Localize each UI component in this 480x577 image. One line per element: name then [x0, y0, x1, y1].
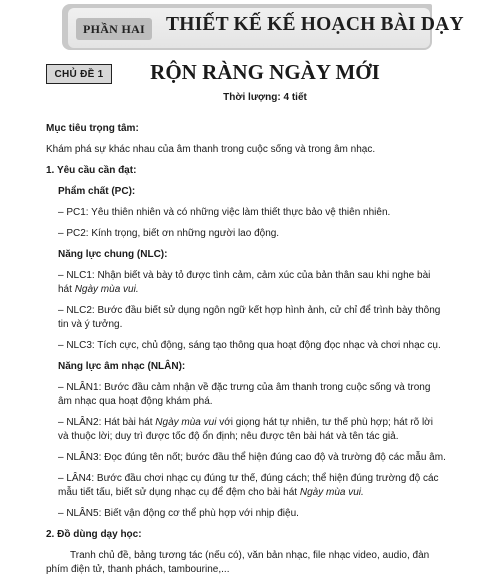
part-label: PHẦN HAI: [76, 18, 152, 40]
nlan2-item: [46, 416, 442, 444]
lesson-title: RỘN RÀNG NGÀY MỚI: [150, 60, 380, 84]
nlc2-item: – NLC2: Bước đầu biết sử dụng ngôn ngữ kết hợp hình ảnh, cử chỉ để trình bày thông tin và ý tưởng.: [58, 305, 441, 330]
nlan1-item: – NLÂN1: Bước đầu cảm nhận về đặc trưng của âm thanh trong cuộc sống và trong âm nhạc qua hoạt động khám phá.: [58, 382, 431, 407]
nlc1-text: – NLC1: Nhận biết và bày tỏ được tình cảm, cảm xúc của bản thân sau khi nghe bài hát: [58, 270, 431, 295]
lesson-content: [46, 122, 446, 577]
nlc-heading: Năng lực chung (NLC):: [58, 249, 168, 260]
nlc1-item: [46, 269, 442, 297]
tools-text: Tranh chủ đề, bảng tương tác (nếu có), văn bản nhạc, file nhạc video, audio, đàn phím điện tử, thanh phách, tambourine,...: [46, 550, 430, 575]
nlc1-song: Ngày mùa vui.: [74, 284, 139, 295]
topic-label: CHỦ ĐỀ 1: [46, 64, 112, 84]
nlan2-text: – NLÂN2: Hát bài hát: [58, 417, 156, 428]
nlan4-song: Ngày mùa vui.: [299, 487, 364, 498]
tools-heading: 2. Đồ dùng dạy học:: [46, 529, 142, 540]
nlan3-item: – NLÂN3: Đọc đúng tên nốt; bước đầu thể hiện đúng cao độ và trường độ các mẫu âm.: [58, 452, 446, 463]
goal-heading: Mục tiêu trọng tâm:: [46, 123, 139, 134]
pc-heading: Phẩm chất (PC):: [58, 186, 136, 197]
nlan5-item: – NLÂN5: Biết vận động cơ thể phù hợp với nhịp điệu.: [58, 508, 299, 519]
goal-text: Khám phá sự khác nhau của âm thanh trong cuộc sống và trong âm nhạc.: [46, 144, 376, 155]
nlan4-text: – LÂN4: Bước đầu chơi nhạc cụ đúng tư thế, đúng cách; thể hiện đúng trường độ các mẫu tiết tấu, biết sử dụng nhạc cụ để đệm cho bài hát: [58, 473, 439, 498]
nlan2-text-end: với giọng hát tự nhiên, tư thế phù hợp; hát rõ lời và thuộc lời; duy trì được tốc độ ổn định; nêu được tên bài hát và tên tác giả.: [58, 417, 433, 442]
pc2-item: – PC2: Kính trọng, biết ơn những người lao động.: [58, 228, 280, 239]
nlc3-item: – NLC3: Tích cực, chủ động, sáng tạo thông qua hoạt động đọc nhạc và chơi nhạc cụ.: [58, 340, 441, 351]
nlan2-song: Ngày mùa vui: [155, 417, 217, 428]
lesson-duration: Thời lượng: 4 tiết: [223, 92, 307, 103]
section-title: THIẾT KẾ KẾ HOẠCH BÀI DẠY: [166, 14, 464, 35]
nlan4-item: [46, 472, 442, 500]
pc1-item: – PC1: Yêu thiên nhiên và có những việc làm thiết thực bảo vệ thiên nhiên.: [58, 207, 391, 218]
nlan-heading: Năng lực âm nhạc (NLÂN):: [58, 361, 186, 372]
requirements-heading: 1. Yêu cầu cần đạt:: [46, 165, 137, 176]
